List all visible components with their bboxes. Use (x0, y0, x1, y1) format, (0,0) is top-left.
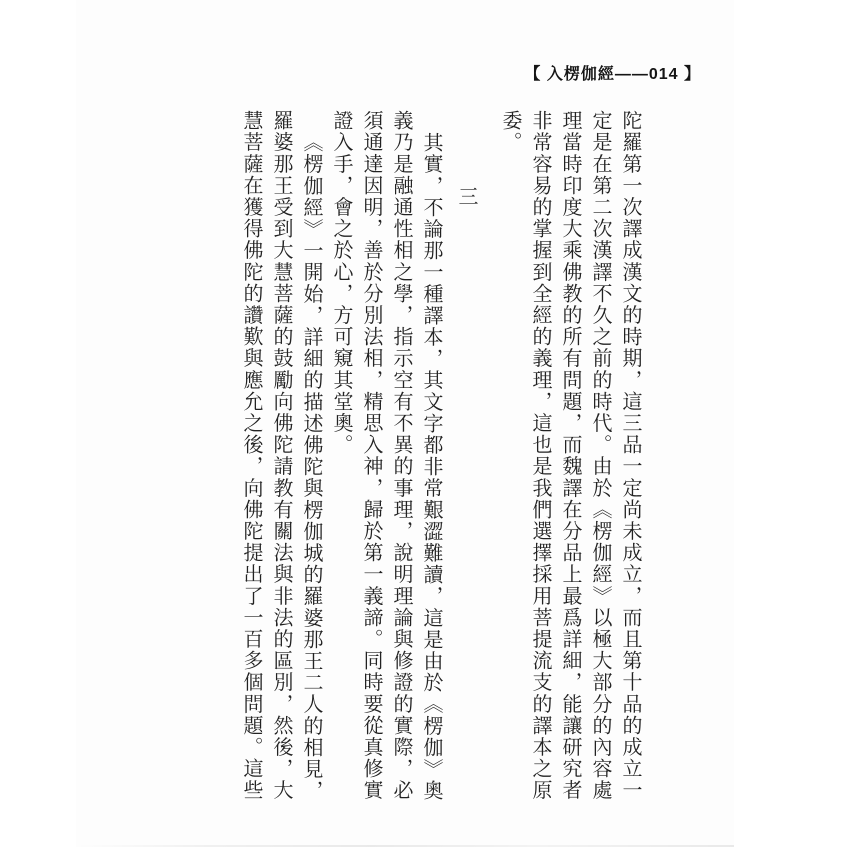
section-heading: 三 (455, 186, 477, 208)
page-edge-shadow (76, 845, 734, 847)
paragraph-1: 其實，不論那一種譯本，其文字都非常艱澀難讀，這是由於《楞伽》奧義乃是融通性相之學，指示空有不異的事理，說明理論與修證的實際，必須通達因明，善於分別法相，精思入神，歸於第一義諦。同時要從真修實證入手，會之於心，方可窺其堂奧。 (330, 110, 442, 802)
vertical-text-block (236, 110, 645, 802)
running-header: 【 入楞伽經——014 】 (524, 66, 701, 83)
paragraph-2: 《楞伽經》一開始，詳細的描述佛陀與楞伽城的羅婆那王二人的相見，羅婆那王受到大慧菩薩的鼓勵向佛陀請教有關法與非法的區別，然後，大慧菩薩在獲得佛陀的讚歎與應允之後，向佛陀提出了一百多個問題。這些 (240, 110, 322, 802)
paragraph-continuation: 陀羅第一次譯成漢文的時期，這三品一定尚未成立，而且第十品的成立一定是在第二次漢譯不久之前的時代。由於《楞伽經》以極大部分的內容處理當時印度大乘佛教的所有問題，而魏譯在分品上最爲詳細，能讓研究者非常容易的掌握到全經的義理，這也是我們選擇採用菩提流支的譯本之原委。 (499, 110, 641, 802)
page-sheet (76, 0, 734, 847)
